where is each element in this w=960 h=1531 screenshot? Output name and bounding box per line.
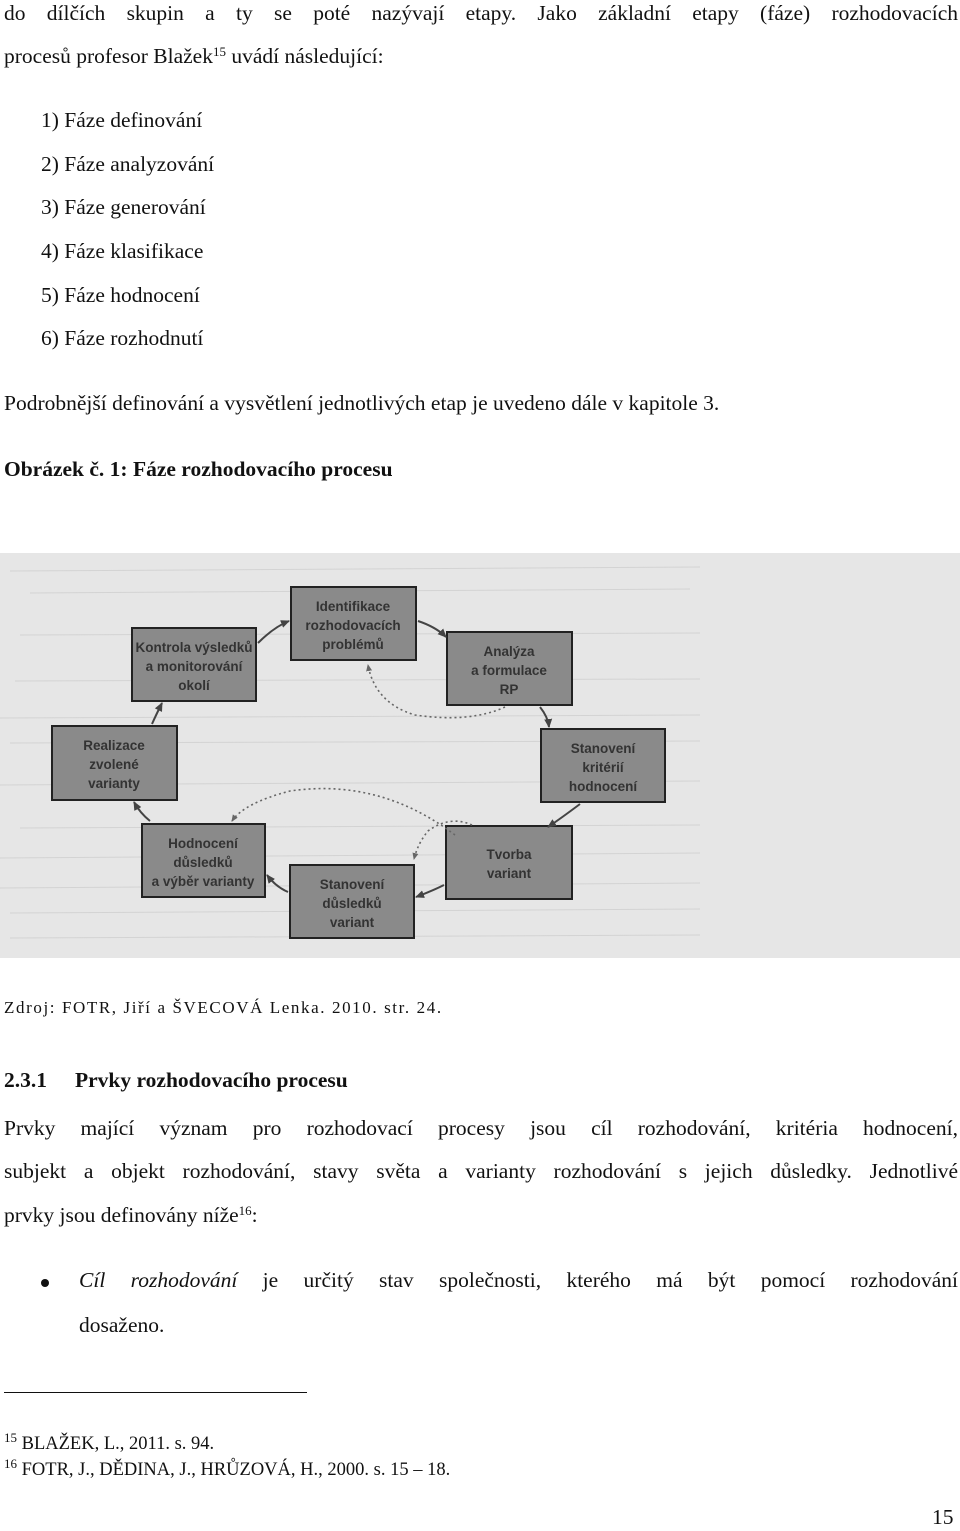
node-identifikace-line-1: Identifikace — [315, 599, 391, 614]
node-kriteria-line-1: Stanovení — [570, 741, 636, 756]
decision-process-diagram — [0, 553, 960, 958]
node-dusledky-line-1: Stanovení — [319, 877, 385, 892]
phase-item: 2) Fáze analyzování — [41, 152, 215, 176]
node-kontrola-line-1: Kontrola výsledků — [135, 640, 253, 655]
phase-item: 4) Fáze klasifikace — [41, 239, 204, 263]
paragraph-line-3 — [4, 1202, 258, 1227]
node-hodnoceni-line-2: důsledků — [173, 855, 233, 870]
bullet-line-1 — [79, 1270, 958, 1292]
footnote-ref-15: 15 — [212, 43, 226, 59]
bullet-line-2: dosaženo. — [79, 1313, 165, 1337]
footnote-number: 15 — [4, 1429, 17, 1445]
node-analyza — [447, 632, 572, 705]
phase-item: 5) Fáze hodnocení — [41, 283, 200, 307]
phase-item: 3) Fáze generování — [41, 195, 206, 219]
figure-source: Zdroj: FOTR, Jiří a ŠVECOVÁ Lenka. 2010. str. 24. — [4, 998, 443, 1017]
node-identifikace-line-2: rozhodovacích — [305, 618, 401, 633]
section-heading — [4, 1068, 348, 1093]
node-kontrola-line-2: a monitorování — [145, 659, 243, 674]
bullet-line-1-rest: je určitý stav společnosti, kterého má být pomocí rozhodování — [237, 1268, 958, 1292]
node-realizace-line-3: varianty — [88, 776, 140, 791]
footnote-number: 16 — [4, 1455, 17, 1471]
section-title: Prvky rozhodovacího procesu — [75, 1068, 348, 1092]
node-analyza-line-1: Analýza — [483, 644, 535, 659]
paragraph-line-3-text: prvky jsou definovány níže — [4, 1203, 239, 1227]
paragraph-line-1: Prvky mající význam pro rozhodovací procesy jsou cíl rozhodování, kritéria hodnocení, — [4, 1116, 958, 1140]
node-tvorba-line-1: Tvorba — [486, 847, 532, 862]
node-kontrola-line-3: okolí — [178, 678, 210, 693]
footnote-ref-16: 16 — [238, 1202, 252, 1218]
node-kriteria — [541, 729, 665, 802]
section-number: 2.3.1 — [4, 1068, 47, 1092]
node-realizace-line-2: zvolené — [89, 757, 139, 772]
detail-sentence: Podrobnější definování a vysvětlení jednotlivých etap je uvedeno dále v kapitole 3. — [4, 391, 720, 415]
paragraph-line-3-end: : — [251, 1203, 258, 1227]
node-tvorba — [446, 826, 572, 899]
node-kontrola — [132, 628, 256, 701]
phase-item: 1) Fáze definování — [41, 108, 203, 132]
node-dusledky — [290, 865, 414, 938]
node-dusledky-line-3: variant — [329, 915, 375, 930]
bullet-term: Cíl rozhodování — [79, 1268, 238, 1292]
paragraph-line-2: subjekt a objekt rozhodování, stavy světa a varianty rozhodování s jejich důsledky. Jednotlivé — [4, 1159, 958, 1183]
footnote-16 — [4, 1455, 451, 1481]
node-realizace — [52, 726, 177, 800]
node-kriteria-line-3: hodnocení — [568, 779, 638, 794]
intro-line-2-text: procesů profesor Blažek — [4, 44, 213, 68]
node-identifikace — [291, 587, 416, 660]
footnote-text: FOTR, J., DĚDINA, J., HRŮZOVÁ, H., 2000. s. 15 – 18. — [17, 1460, 451, 1480]
node-hodnoceni-line-3: a výběr varianty — [151, 874, 255, 889]
node-analyza-line-3: RP — [499, 682, 519, 697]
node-hodnoceni-line-1: Hodnocení — [168, 836, 238, 851]
intro-line-2 — [4, 43, 384, 68]
node-hodnoceni — [142, 824, 265, 897]
figure-caption: Obrázek č. 1: Fáze rozhodovacího procesu — [4, 457, 393, 481]
node-analyza-line-2: a formulace — [471, 663, 547, 678]
intro-line-1: do dílčích skupin a ty se poté nazývají etapy. Jako základní etapy (fáze) rozhodovacích — [4, 1, 958, 25]
node-kriteria-line-2: kritérií — [582, 760, 624, 775]
node-identifikace-line-3: problémů — [322, 637, 384, 652]
footnote-text: BLAŽEK, L., 2011. s. 94. — [17, 1434, 215, 1454]
phase-item: 6) Fáze rozhodnutí — [41, 326, 204, 350]
page-number: 15 — [932, 1505, 954, 1529]
footnote-separator — [4, 1392, 307, 1393]
bullet-marker — [41, 1279, 49, 1287]
node-tvorba-line-2: variant — [486, 866, 532, 881]
node-dusledky-line-2: důsledků — [322, 896, 382, 911]
intro-line-2-end: uvádí následující: — [225, 44, 384, 68]
footnote-15 — [4, 1429, 215, 1455]
node-realizace-line-1: Realizace — [83, 738, 145, 753]
